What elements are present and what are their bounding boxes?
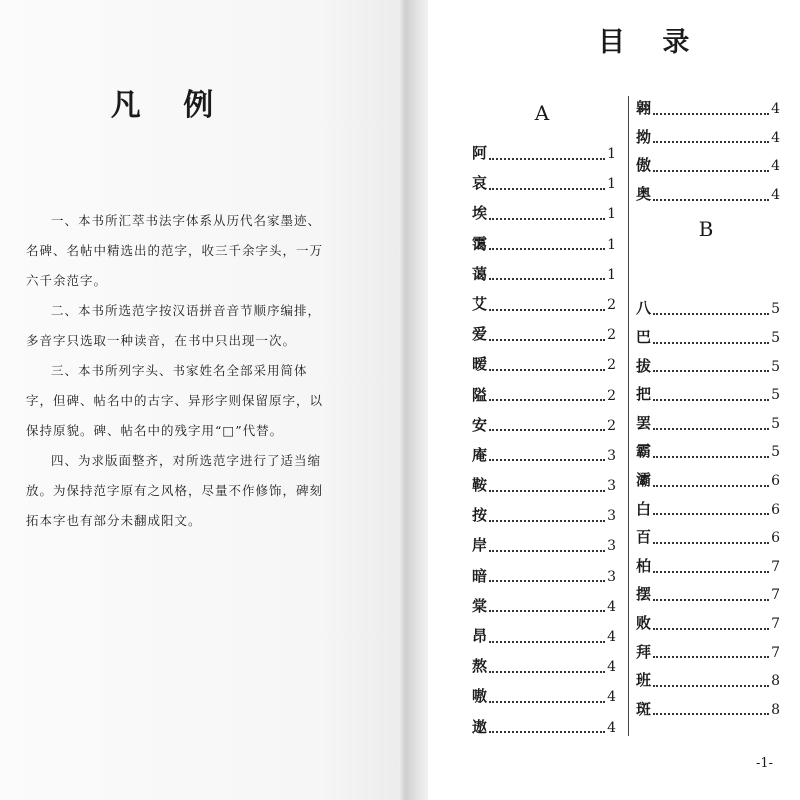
toc-entry-page: 5: [771, 301, 780, 318]
toc-entry-char: 阿: [472, 144, 488, 162]
toc-entry: [636, 609, 780, 638]
toc-entry: [472, 651, 616, 681]
dot-leader: [489, 609, 605, 612]
toc-entry-page: 7: [771, 644, 780, 661]
toc-entry: [636, 94, 780, 123]
section-heading-a: A: [534, 101, 550, 125]
column-divider: [628, 96, 629, 736]
toc-entry-page: 1: [607, 236, 616, 253]
dot-leader: [653, 427, 769, 430]
toc-entry-char: 班: [636, 671, 652, 690]
toc-entry-char: 拗: [636, 127, 652, 146]
toc-entry-page: 8: [771, 673, 780, 690]
toc-entry-page: 7: [771, 615, 780, 632]
toc-entry-page: 4: [607, 659, 616, 676]
dot-leader: [489, 670, 605, 673]
toc-entry: [472, 621, 616, 651]
left-page-body: [26, 206, 326, 536]
toc-entry-page: 1: [607, 146, 616, 162]
toc-entry: [472, 259, 616, 289]
dot-leader: [653, 455, 769, 458]
toc-entry: [636, 352, 780, 381]
toc-entry: [472, 289, 616, 319]
toc-entry-char: 按: [472, 506, 488, 525]
toc-entry-page: 6: [771, 530, 780, 547]
toc-entry-char: 罢: [636, 413, 652, 432]
toc-entry-char: 白: [636, 499, 652, 518]
toc-entry-page: 4: [607, 629, 616, 645]
toc-entry: [472, 319, 616, 349]
book-gutter: [398, 0, 428, 800]
dot-leader: [489, 730, 605, 733]
dot-leader: [653, 512, 769, 515]
toc-title: 目 录: [598, 27, 704, 58]
dot-leader: [489, 549, 605, 552]
toc-entry-page: 5: [771, 444, 780, 461]
toc-entry-char: 哀: [472, 174, 488, 193]
left-page-title: 凡 例: [110, 88, 230, 123]
toc-entry-char: 摆: [636, 585, 652, 604]
toc-entry-page: 4: [607, 689, 616, 706]
toc-entry-char: 拔: [636, 356, 652, 375]
dot-leader: [489, 308, 605, 311]
dot-leader: [489, 700, 605, 703]
dot-leader: [489, 277, 605, 280]
toc-entry: [636, 466, 780, 495]
dot-leader: [489, 428, 605, 431]
toc-entry: [472, 561, 616, 591]
toc-entry-page: 4: [771, 101, 780, 117]
toc-entry: [636, 151, 780, 180]
toc-entry-page: 4: [771, 158, 780, 175]
toc-entry: [636, 495, 780, 524]
toc-entry-char: 把: [636, 385, 652, 404]
toc-entry-page: 7: [771, 558, 780, 575]
toc-entry: [472, 410, 616, 440]
dot-leader: [653, 541, 769, 544]
toc-entry-char: 傲: [636, 156, 652, 175]
toc-entry-char: 斑: [636, 699, 652, 718]
dot-leader: [489, 368, 605, 371]
toc-entry: [636, 380, 780, 409]
dot-leader: [653, 312, 769, 315]
toc-entry: [636, 180, 780, 209]
dot-leader: [489, 579, 605, 582]
dot-leader: [653, 627, 769, 630]
section-heading-b: B: [698, 217, 714, 242]
toc-entry-page: 4: [771, 186, 780, 203]
toc-entry-page: 1: [607, 266, 616, 283]
toc-entry: [472, 591, 616, 621]
toc-entry: [472, 440, 616, 470]
toc-entry-page: 3: [607, 447, 616, 464]
dot-leader: [653, 112, 769, 115]
toc-entry-page: 3: [607, 478, 616, 495]
dot-leader: [653, 341, 769, 344]
dot-leader: [653, 140, 769, 143]
toc-entry-page: 2: [607, 417, 616, 434]
toc-entry: [472, 470, 616, 500]
toc-entry-char: 翱: [636, 99, 652, 117]
toc-entry-char: 暧: [472, 355, 488, 374]
toc-list-a: [472, 138, 658, 742]
toc-entry-page: 3: [607, 568, 616, 585]
toc-entry-page: 4: [607, 719, 616, 736]
toc-entry-char: 遨: [472, 717, 488, 736]
toc-entry-char: 棠: [472, 596, 488, 615]
toc-entry: [636, 323, 780, 352]
toc-entry-char: 巴: [636, 327, 652, 346]
toc-entry-page: 3: [607, 538, 616, 555]
dot-leader: [653, 570, 769, 573]
dot-leader: [653, 684, 769, 687]
toc-entry-page: 6: [771, 472, 780, 489]
paragraph: 二、本书所选范字按汉语拼音音节顺序编排，多音字只选取一种读音，在书中只出现一次。: [26, 303, 322, 348]
toc-entry-char: 败: [636, 613, 652, 632]
dot-leader: [653, 598, 769, 601]
dot-leader: [653, 655, 769, 658]
toc-entry: [472, 380, 616, 410]
toc-entry: [472, 229, 616, 259]
toc-entry-char: 霸: [636, 442, 652, 461]
toc-entry-char: 埃: [472, 204, 488, 223]
toc-entry-char: 蔼: [472, 264, 488, 283]
toc-entry: [472, 168, 616, 198]
toc-entry: [472, 530, 616, 560]
dot-leader: [653, 369, 769, 372]
toc-entry-char: 隘: [472, 385, 488, 404]
dot-leader: [489, 157, 605, 160]
toc-entry-char: 庵: [472, 445, 488, 464]
toc-entry-page: 5: [771, 358, 780, 375]
toc-entry: [472, 712, 616, 742]
paragraph: 三、本书所列字头、书家姓名全部采用简体字，但碑、帖名中的古字、异形字则保留原字，以保持原貌。碑、帖名中的残字用“□”代替。: [26, 363, 324, 438]
dot-leader: [489, 187, 605, 190]
toc-entry-page: 2: [607, 327, 616, 344]
toc-entry-page: 2: [607, 296, 616, 313]
toc-entry: [636, 294, 780, 323]
toc-entry: [636, 580, 780, 609]
toc-entry-page: 4: [607, 598, 616, 615]
right-page: [428, 0, 800, 800]
toc-entry: [636, 523, 780, 552]
toc-entry-char: 灞: [636, 470, 652, 489]
dot-leader: [489, 217, 605, 220]
toc-list-b: [636, 294, 800, 723]
dot-leader: [489, 247, 605, 250]
toc-entry-char: 八: [636, 299, 652, 318]
toc-entry-page: 4: [771, 129, 780, 146]
toc-entry-char: 霭: [472, 234, 488, 253]
toc-entry-char: 嗷: [472, 687, 488, 706]
toc-entry-page: 3: [607, 508, 616, 525]
toc-column-a: [472, 98, 658, 742]
toc-entry-page: 5: [771, 415, 780, 432]
dot-leader: [653, 398, 769, 401]
toc-entry-char: 暗: [472, 566, 488, 585]
toc-entry-char: 拜: [636, 642, 652, 661]
toc-entry: [636, 409, 780, 438]
dot-leader: [489, 458, 605, 461]
paragraph: 四、为求版面整齐，对所选范字进行了适当缩放。为保持范字原有之风格，尽量不作修饰，碑刻拓本字也有部分未翻成阳文。: [26, 453, 324, 528]
toc-entry: [636, 666, 780, 695]
toc-entry: [472, 349, 616, 379]
toc-entry-char: 柏: [636, 556, 652, 575]
dot-leader: [653, 484, 769, 487]
toc-entry: [636, 695, 780, 724]
toc-entry: [472, 500, 616, 530]
page-number: -1-: [756, 756, 774, 771]
dot-leader: [489, 489, 605, 492]
toc-entry-char: 岸: [472, 536, 488, 555]
toc-entry: [472, 198, 616, 228]
toc-entry-char: 爱: [472, 325, 488, 344]
toc-entry-page: 2: [607, 387, 616, 404]
dot-leader: [653, 169, 769, 172]
dot-leader: [489, 398, 605, 401]
dot-leader: [653, 712, 769, 715]
toc-column-b: [636, 94, 800, 723]
toc-entry-char: 艾: [472, 294, 488, 313]
dot-leader: [489, 640, 605, 643]
toc-entry-page: 7: [771, 587, 780, 604]
toc-entry: [636, 552, 780, 581]
toc-entry-char: 安: [472, 415, 488, 434]
toc-list-b-top: [636, 94, 800, 208]
toc-entry-page: 2: [607, 357, 616, 374]
dot-leader: [489, 519, 605, 522]
toc-entry: [636, 638, 780, 667]
dot-leader: [489, 338, 605, 341]
toc-entry-page: 1: [607, 206, 616, 223]
paragraph: 一、本书所汇萃书法字体系从历代名家墨迹、名碑、名帖中精选出的范字，收三千余字头，一万六千余范字。: [26, 213, 324, 288]
toc-entry-char: 昂: [472, 627, 488, 645]
toc-entry: [636, 437, 780, 466]
toc-entry-page: 5: [771, 329, 780, 346]
toc-entry-page: 8: [771, 701, 780, 718]
toc-entry: [636, 123, 780, 152]
toc-entry-page: 5: [771, 387, 780, 404]
dot-leader: [653, 198, 769, 201]
toc-entry-page: 1: [607, 176, 616, 193]
toc-entry: [472, 681, 616, 711]
toc-entry-char: 百: [636, 528, 652, 547]
toc-entry-char: 熬: [472, 657, 488, 676]
toc-entry: [472, 138, 616, 168]
toc-entry-page: 6: [771, 501, 780, 518]
toc-entry-char: 鞍: [472, 476, 488, 495]
toc-entry-char: 奥: [636, 184, 652, 203]
